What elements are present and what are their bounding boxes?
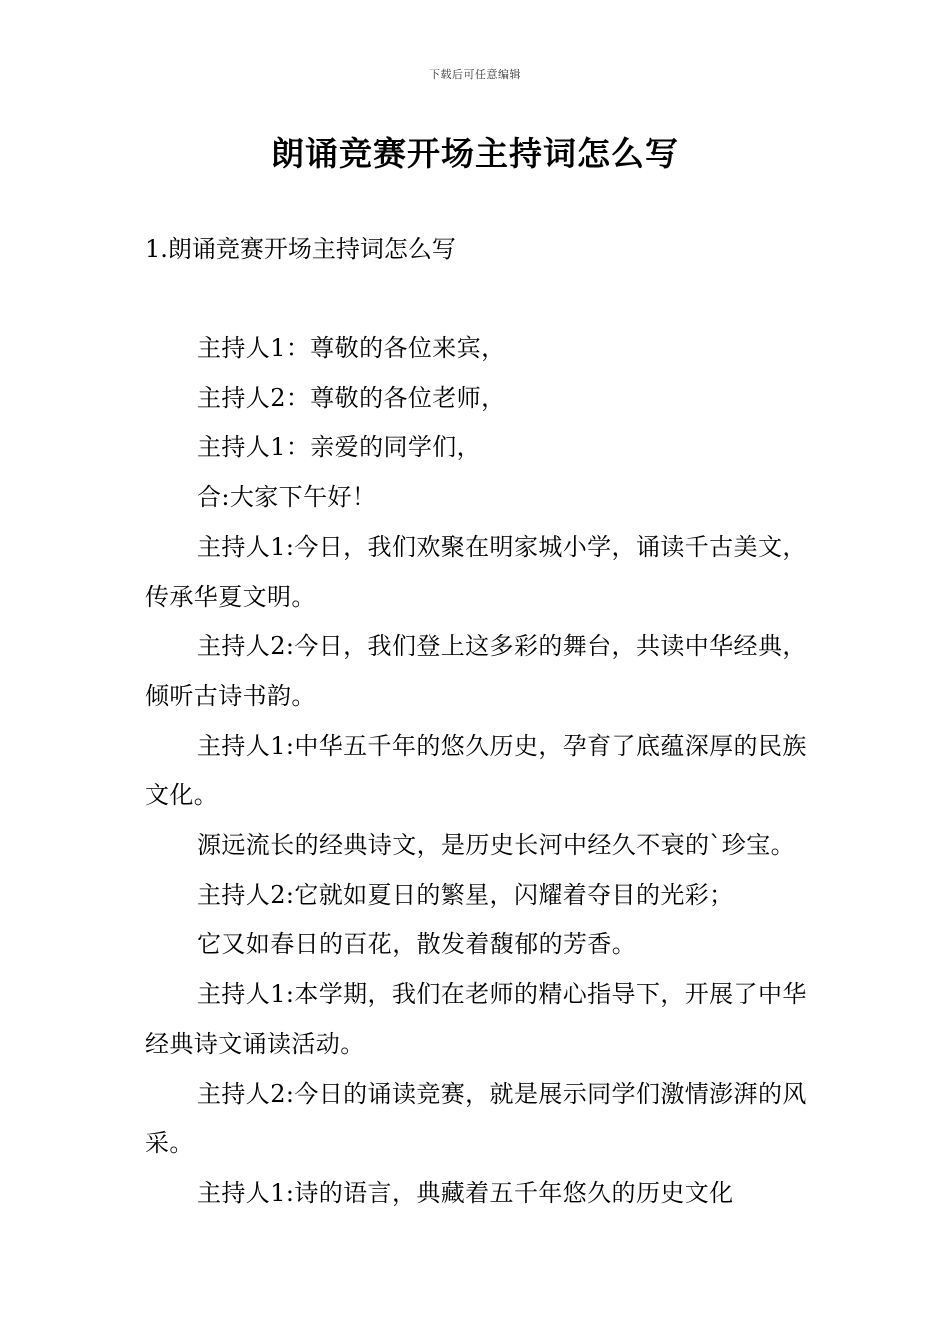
paragraph: 主持人2:今日，我们登上这多彩的舞台，共读中华经典，倾听古诗书韵。: [145, 632, 807, 710]
paragraph: 它又如春日的百花，散发着馥郁的芳香。: [197, 930, 637, 959]
paragraph: 主持人1:今日，我们欢聚在明家城小学，诵读千古美文，传承华夏文明。: [145, 532, 807, 611]
document-title: 朗诵竞赛开场主持词怎么写: [271, 134, 679, 173]
paragraph: 合:大家下午好！: [197, 483, 377, 512]
paragraph: 主持人1:本学期，我们在老师的精心指导下，开展了中华经典诗文诵读活动。: [145, 980, 807, 1058]
paragraph: 源远流长的经典诗文，是历史长河中经久不衰的`珍宝。: [197, 831, 795, 860]
header-note: 下载后可任意编辑: [429, 68, 521, 81]
paragraph: 主持人2:今日的诵读竞赛，就是展示同学们激情澎湃的风采。: [145, 1079, 807, 1158]
section-heading: 1.朗诵竞赛开场主持词怎么写: [145, 235, 456, 263]
paragraph: 主持人1：亲爱的同学们，: [197, 433, 482, 462]
paragraph: 主持人1:中华五千年的悠久历史，孕育了底蕴深厚的民族文化。: [145, 731, 807, 810]
paragraph: 主持人2：尊敬的各位老师，: [197, 383, 506, 412]
document-body: [145, 324, 810, 1219]
paragraph: 主持人2:它就如夏日的繁星，闪耀着夺目的光彩；: [197, 880, 734, 909]
paragraph: 主持人1：尊敬的各位来宾，: [197, 334, 506, 362]
paragraph: 主持人1:诗的语言，典藏着五千年悠久的历史文化: [197, 1178, 734, 1207]
